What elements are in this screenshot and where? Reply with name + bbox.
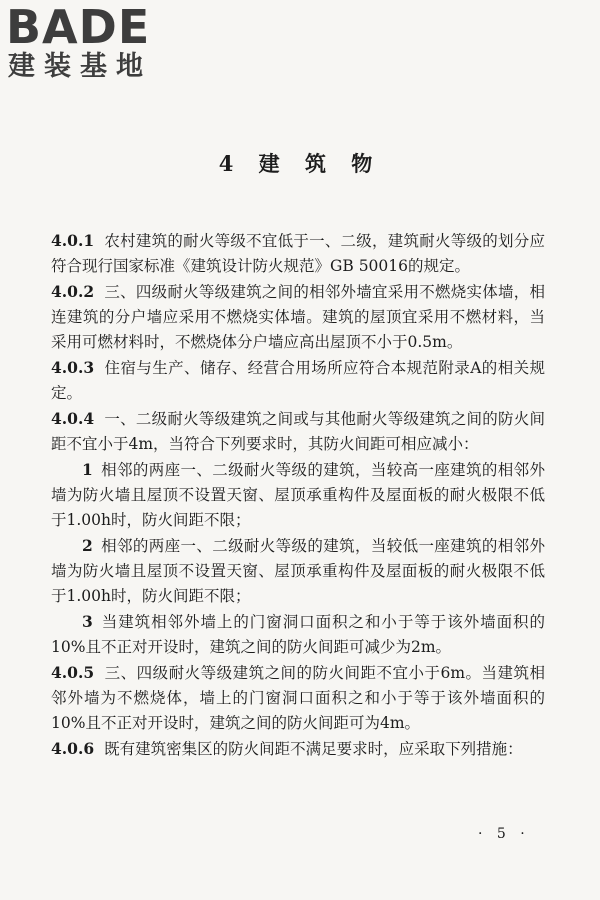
chapter-title: 4 建 筑 物 bbox=[218, 151, 382, 176]
sub-item-text: 相邻的两座一、二级耐火等级的建筑，当较低一座建筑的相邻外墙为防火墙且屋顶不设置天窗、屋顶承重构件及屋面板的耐火极限不低于1.00h时，防火间距不限； bbox=[51, 537, 545, 605]
page-number: · 5 · bbox=[478, 826, 530, 842]
clause-4-0-6 bbox=[51, 736, 545, 762]
clause-4-0-5 bbox=[51, 660, 545, 736]
sub-item-text: 当建筑相邻外墙上的门窗洞口面积之和小于等于该外墙面积的10%且不正对开设时，建筑之间的防火间距可减少为2m。 bbox=[51, 613, 545, 656]
clause-4-0-4 bbox=[51, 406, 545, 457]
clause-number: 4.0.5 bbox=[51, 663, 95, 682]
clause-text: 农村建筑的耐火等级不宜低于一、二级，建筑耐火等级的划分应符合现行国家标准《建筑设计防火规范》GB 50016的规定。 bbox=[51, 232, 545, 275]
sub-item-2 bbox=[51, 533, 545, 609]
clause-text: 一、二级耐火等级建筑之间或与其他耐火等级建筑之间的防火间距不宜小于4m，当符合下列要求时，其防火间距可相应减小： bbox=[51, 410, 545, 453]
clause-text: 三、四级耐火等级建筑之间的防火间距不宜小于6m。当建筑相邻外墙为不燃烧体，墙上的门窗洞口面积之和小于等于该外墙面积的10%且不正对开设时，建筑之间的防火间距可为4m。 bbox=[51, 664, 545, 732]
logo-chinese-text: 建装基地 bbox=[8, 51, 152, 82]
clause-4-0-2 bbox=[51, 279, 545, 355]
clause-text: 既有建筑密集区的防火间距不满足要求时，应采取下列措施： bbox=[104, 740, 523, 758]
sub-item-text: 相邻的两座一、二级耐火等级的建筑，当较高一座建筑的相邻外墙为防火墙且屋顶不设置天窗、屋顶承重构件及屋面板的耐火极限不低于1.00h时，防火间距不限； bbox=[51, 461, 545, 529]
clause-4-0-1 bbox=[51, 228, 545, 279]
logo-latin-text: BADE bbox=[6, 0, 151, 54]
sub-item-number: 2 bbox=[82, 536, 93, 555]
clause-number: 4.0.3 bbox=[51, 358, 95, 377]
sub-item-number: 3 bbox=[82, 612, 93, 631]
clause-number: 4.0.1 bbox=[51, 231, 95, 250]
sub-item-1 bbox=[51, 457, 545, 533]
clause-text: 住宿与生产、储存、经营合用场所应符合本规范附录A的相关规定。 bbox=[51, 359, 545, 402]
clause-number: 4.0.4 bbox=[51, 409, 95, 428]
clause-text: 三、四级耐火等级建筑之间的相邻外墙宜采用不燃烧实体墙，相连建筑的分户墙应采用不燃烧实体墙。建筑的屋顶宜采用不燃材料，当采用可燃材料时，不燃烧体分户墙应高出屋顶不小于0.5m。 bbox=[51, 283, 545, 351]
clause-number: 4.0.6 bbox=[51, 739, 95, 758]
document-body bbox=[51, 228, 545, 762]
sub-item-3 bbox=[51, 609, 545, 660]
clause-4-0-3 bbox=[51, 355, 545, 406]
clause-number: 4.0.2 bbox=[51, 282, 95, 301]
sub-item-number: 1 bbox=[82, 460, 93, 479]
bade-logo bbox=[6, 0, 186, 88]
